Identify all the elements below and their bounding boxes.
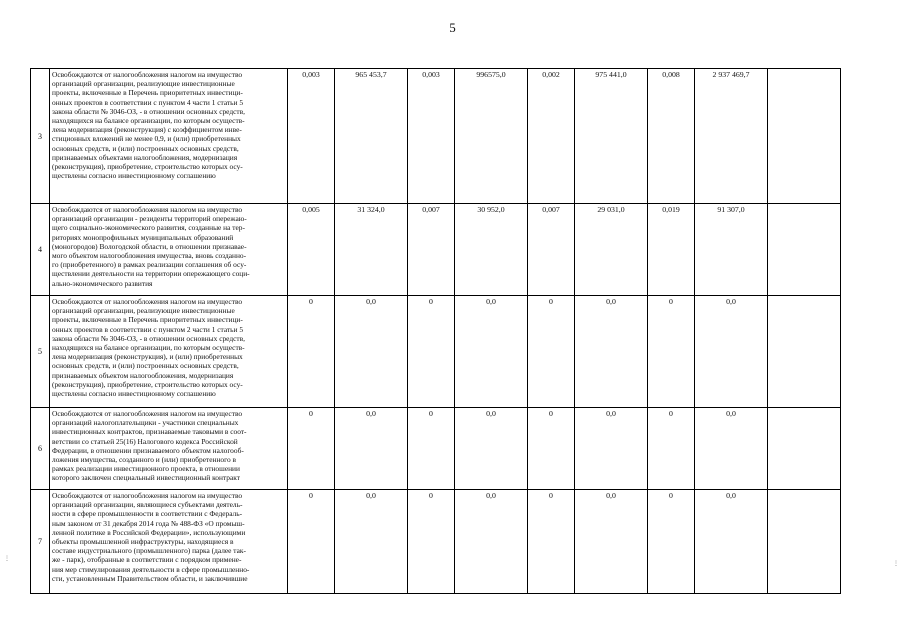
row-value: 996575,0 xyxy=(455,69,528,204)
row-value: 91 307,0 xyxy=(695,204,768,296)
row-description: Освобождаются от налогообложения налогом на имущество организаций организации, являющиеся субъектами деятель- ности в сфере промышленности в соответствии с Федераль- ным законом от 31 декабря 2014 года № 488-ФЗ «О промыш- ленной политике в Российской Федерации», использующими объекты промышленной инфраструктуры, находящиеся в составе индустриального (промышленного) парка (далее так- же - парк), отобранные в соответствии с порядком примене- ния мер стимулирования деятельности в сфере промышленно- сти, установленным Правительством области, и заключившие xyxy=(52,491,250,583)
row-value: 0 xyxy=(528,296,575,408)
row-value: 0 xyxy=(288,296,335,408)
row-description: Освобождаются от налогообложения налогом на имущество организаций организации, реализующие инвестиционные проекты, включенные в Перечень приоритетных инвестици- онных проектов в соответствии с пунктом 4 части 1 статьи 5 закона области № 3046-ОЗ, - в отношении основных средств, находящихся на балансе организации, по которым осуществ- лена модернизация (реконструкция) с коэффициентом инве- стиционных вложений не менее 0,9, и (или) приобретенных основных средств, и (или) построенных основных средств, признаваемых объектами налогообложения, модернизация (реконструкция), приобретение, строительство которых осу- ществлены согласно инвестиционному соглашению xyxy=(52,70,245,181)
row-value: 0 xyxy=(648,296,695,408)
row-value: 31 324,0 xyxy=(335,204,408,296)
row-description: Освобождаются от налогообложения налогом на имущество организаций организации - резиденты территорий опережаю- щего социально-экономического развития, созданные на тер- риториях монопрофильных муниципальных образований (моногородов) Вологодской области, в отношении признавае- мого объектом налогообложения имущества, вновь созданно- го (приобретенного) в рамках реализации соглашения об осу- ществлении деятельности на территории опережающего соци- ально-экономического развития xyxy=(52,205,250,288)
row-value: 0,008 xyxy=(648,69,695,204)
row-value: 0 xyxy=(408,408,455,490)
row-value: 0 xyxy=(648,490,695,594)
empty-cell xyxy=(768,69,841,204)
empty-cell xyxy=(768,490,841,594)
row-number: 5 xyxy=(31,296,50,408)
row-description-cell xyxy=(50,204,288,296)
table-row xyxy=(31,204,841,296)
row-value: 0,0 xyxy=(575,296,648,408)
row-value: 0,007 xyxy=(528,204,575,296)
row-description-cell xyxy=(50,490,288,594)
row-value: 975 441,0 xyxy=(575,69,648,204)
row-value: 0,019 xyxy=(648,204,695,296)
row-description: Освобождаются от налогообложения налогом на имущество организаций налогоплательщики - участники специальных инвестиционных контрактов, признаваемые таковыми в соот- ветствии со статьей 25(16) Налогового кодекса Российской Федерации, в отношении признаваемого объектом налогооб- ложения имущества, созданного и (или) приобретенного в рамках реализации инвестиционного проекта, в отношении которого заключен специальный инвестиционный контракт xyxy=(52,409,247,483)
table-row xyxy=(31,69,841,204)
row-value: 0,0 xyxy=(455,490,528,594)
row-value: 0,0 xyxy=(575,408,648,490)
table-row xyxy=(31,408,841,490)
row-value: 0 xyxy=(408,490,455,594)
row-description-cell xyxy=(50,296,288,408)
row-number: 6 xyxy=(31,408,50,490)
row-value: 0,0 xyxy=(575,490,648,594)
empty-cell xyxy=(768,296,841,408)
page-number: 5 xyxy=(449,20,456,35)
row-number: 7 xyxy=(31,490,50,594)
row-value: 0,0 xyxy=(335,296,408,408)
row-value: 0 xyxy=(528,490,575,594)
row-value: 30 952,0 xyxy=(455,204,528,296)
row-value: 0 xyxy=(288,490,335,594)
row-value: 0 xyxy=(528,408,575,490)
row-description: Освобождаются от налогообложения налогом на имущество организаций организации, реализующие инвестиционные проекты, включенные в Перечень приоритетных инвестици- онных проектов в соответствии с пунктом 2 части 1 статьи 5 закона области № 3046-ОЗ, - в отношении основных средств, находящихся на балансе организации, по которым осуществ- лена модернизация (реконструкция), и (или) приобретенных основных средств, и (или) построенных основных средств, признаваемых объектом налогообложения, модернизация (реконструкция), приобретение, строительство которых осу- ществлены согласно инвестиционному соглашению xyxy=(52,297,245,399)
row-number: 4 xyxy=(31,204,50,296)
table-row xyxy=(31,296,841,408)
row-value: 0,002 xyxy=(528,69,575,204)
scan-edge-mark-right: ⋮ xyxy=(893,561,899,567)
row-value: 0,007 xyxy=(408,204,455,296)
row-value: 0 xyxy=(288,408,335,490)
row-description-cell xyxy=(50,69,288,204)
benefits-table xyxy=(30,68,841,594)
row-value: 2 937 469,7 xyxy=(695,69,768,204)
empty-cell xyxy=(768,408,841,490)
row-number: 3 xyxy=(31,69,50,204)
row-value: 0,0 xyxy=(455,408,528,490)
row-value: 0,003 xyxy=(288,69,335,204)
row-value: 965 453,7 xyxy=(335,69,408,204)
row-value: 0,0 xyxy=(695,490,768,594)
row-value: 0,0 xyxy=(695,408,768,490)
row-value: 0,0 xyxy=(335,490,408,594)
row-value: 0,0 xyxy=(695,296,768,408)
empty-cell xyxy=(768,204,841,296)
table-row xyxy=(31,490,841,594)
scan-edge-mark-left: ⋮ xyxy=(4,556,10,562)
row-value: 0 xyxy=(648,408,695,490)
row-value: 0,0 xyxy=(455,296,528,408)
row-description-cell xyxy=(50,408,288,490)
row-value: 0 xyxy=(408,296,455,408)
row-value: 29 031,0 xyxy=(575,204,648,296)
row-value: 0,005 xyxy=(288,204,335,296)
row-value: 0,003 xyxy=(408,69,455,204)
row-value: 0,0 xyxy=(335,408,408,490)
